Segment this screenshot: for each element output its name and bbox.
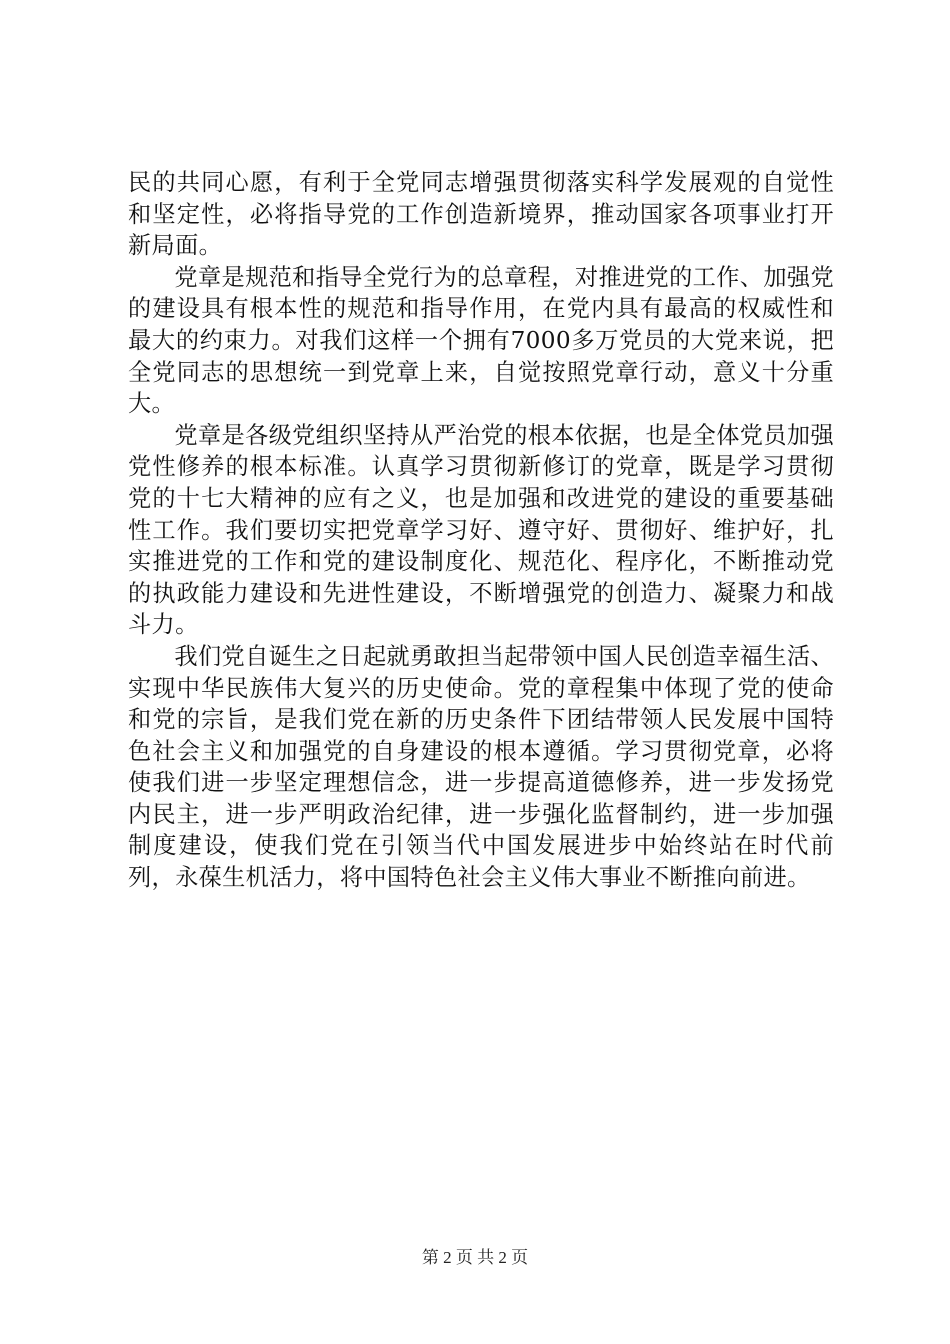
paragraph: 党章是各级党组织坚持从严治党的根本依据，也是全体党员加强党性修养的根本标准。认真学习贯彻新修订的党章，既是学习贯彻党的十七大精神的应有之义，也是加强和改进党的建设的重要基础性工作。我们要切实把党章学习好、遵守好、贯彻好、维护好，扎实推进党的工作和党的建设制度化、规范化、程序化，不断推动党的执政能力建设和先进性建设，不断增强党的创造力、凝聚力和战斗力。 <box>128 421 834 639</box>
paragraph-continuation: 民的共同心愿，有利于全党同志增强贯彻落实科学发展观的自觉性和坚定性，必将指导党的工作创造新境界，推动国家各项事业打开新局面。 <box>128 169 834 260</box>
paragraph: 党章是规范和指导全党行为的总章程，对推进党的工作、加强党的建设具有根本性的规范和指导作用，在党内具有最高的权威性和最大的约束力。对我们这样一个拥有7000多万党员的大党来说，把全党同志的思想统一到党章上来，自觉按照党章行动，意义十分重大。 <box>128 263 834 418</box>
document-body <box>128 167 834 894</box>
page-number-footer: 第 2 页 共 2 页 <box>421 1248 529 1267</box>
paragraph: 我们党自诞生之日起就勇敢担当起带领中国人民创造幸福生活、实现中华民族伟大复兴的历史使命。党的章程集中体现了党的使命和党的宗旨，是我们党在新的历史条件下团结带领人民发展中国特色社会主义和加强党的自身建设的根本遵循。学习贯彻党章，必将使我们进一步坚定理想信念，进一步提高道德修养，进一步发扬党内民主，进一步严明政治纪律，进一步强化监督制约，进一步加强制度建设，使我们党在引领当代中国发展进步中始终站在时代前列，永葆生机活力，将中国特色社会主义伟大事业不断推向前进。 <box>128 642 834 892</box>
